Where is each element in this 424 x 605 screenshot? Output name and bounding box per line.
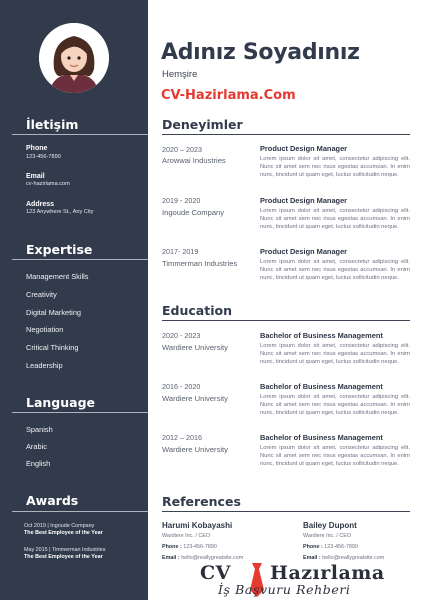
- education-school: Wardiere University: [162, 394, 228, 403]
- reference-email-label: Email :: [162, 555, 180, 561]
- skill-item: Critical Thinking: [26, 343, 79, 352]
- education-section-title: Education: [162, 303, 232, 318]
- reference-company: Wardiere Inc. / CEO: [162, 533, 211, 539]
- reference-phone: 123-456-7890: [183, 544, 217, 550]
- education-date: 2016 - 2020: [162, 382, 201, 391]
- reference-name: Harumi Kobayashi: [162, 521, 233, 530]
- candidate-role: Hemşire: [162, 69, 198, 80]
- references-section-title: References: [162, 494, 241, 509]
- contact-section-title: İletişim: [26, 117, 79, 132]
- skill-item: Creativity: [26, 290, 57, 299]
- experience-company: Timmerman Industries: [162, 259, 238, 268]
- address-label: Address: [26, 201, 55, 208]
- reference-email[interactable]: hello@reallygreatsite.com: [322, 555, 385, 561]
- experience-date: 2019 - 2020: [162, 196, 201, 205]
- language-section-title: Language: [26, 395, 96, 410]
- experience-date: 2020 – 2023: [162, 145, 202, 154]
- expertise-divider: [12, 259, 148, 260]
- education-school: Wardiere University: [162, 343, 228, 352]
- experience-description: Lorem ipsum dolor sit amet, consectetur adipiscing elit. Nunc sit amet sem nec risus egestas accumsan. In enim nunc, tincidunt ut quam eget, luctus sollicitudin neque.: [260, 259, 410, 282]
- education-degree: Bachelor of Business Management: [260, 382, 383, 391]
- skill-item: Leadership: [26, 361, 63, 370]
- language-divider: [12, 412, 148, 413]
- experience-divider: [162, 134, 410, 135]
- expertise-section-title: Expertise: [26, 242, 93, 257]
- skill-item: Management Skills: [26, 272, 89, 281]
- reference-email[interactable]: hello@reallygreatsite.com: [181, 555, 244, 561]
- reference-phone-row: [303, 544, 358, 550]
- logo-tagline: İş Başvuru Rehberi: [218, 582, 351, 597]
- education-degree: Bachelor of Business Management: [260, 331, 383, 340]
- language-item: Spanish: [26, 425, 53, 434]
- education-description: Lorem ipsum dolor sit amet, consectetur adipiscing elit. Nunc sit amet sem nec risus egestas accumsan. In enim nunc, tincidunt ut quam eget, luctus sollicitudin neque.: [260, 343, 410, 366]
- experience-job-title: Product Design Manager: [260, 247, 348, 256]
- contact-divider: [12, 134, 148, 135]
- awards-section-title: Awards: [26, 493, 79, 508]
- award-meta: Oct 2019 | Ingoude Company: [24, 523, 95, 529]
- education-description: Lorem ipsum dolor sit amet, consectetur adipiscing elit. Nunc sit amet sem nec risus egestas accumsan. In enim nunc, tincidunt ut quam eget, luctus sollicitudin neque.: [260, 445, 410, 468]
- address-value: 123 Anywhere St., Any City: [26, 209, 94, 215]
- experience-date: 2017- 2019: [162, 247, 199, 256]
- reference-phone-label: Phone :: [162, 544, 182, 550]
- logo-cv-text: CV: [200, 562, 231, 584]
- reference-company: Wardiere Inc. / CEO: [303, 533, 352, 539]
- award-title: The Best Employee of the Year: [24, 554, 103, 560]
- experience-company: Ingoude Company: [162, 208, 225, 217]
- language-item: English: [26, 459, 51, 468]
- logo-hazirlama-text: Hazırlama: [270, 562, 385, 584]
- experience-section-title: Deneyimler: [162, 117, 243, 132]
- education-date: 2020 - 2023: [162, 331, 201, 340]
- award-title: The Best Employee of the Year: [24, 530, 103, 536]
- phone-label: Phone: [26, 145, 48, 152]
- sidebar: [0, 0, 148, 600]
- reference-email-label: Email :: [303, 555, 321, 561]
- cv-hazirlama-logo: [170, 560, 400, 600]
- education-divider: [162, 320, 410, 321]
- reference-name: Bailey Dupont: [303, 521, 357, 530]
- education-school: Wardiere University: [162, 445, 228, 454]
- awards-divider: [12, 511, 148, 512]
- references-divider: [162, 511, 410, 512]
- skill-item: Negotiation: [26, 325, 64, 334]
- avatar-illustration-icon: [39, 23, 109, 93]
- reference-phone: 123-456-7890: [324, 544, 358, 550]
- education-description: Lorem ipsum dolor sit amet, consectetur adipiscing elit. Nunc sit amet sem nec risus egestas accumsan. In enim nunc, tincidunt ut quam eget, luctus sollicitudin neque.: [260, 394, 410, 417]
- education-date: 2012 – 2016: [162, 433, 202, 442]
- experience-description: Lorem ipsum dolor sit amet, consectetur adipiscing elit. Nunc sit amet sem nec risus egestas accumsan. In enim nunc, tincidunt ut quam eget, luctus sollicitudin neque.: [260, 156, 410, 179]
- experience-company: Arowwai Industries: [162, 156, 226, 165]
- experience-job-title: Product Design Manager: [260, 144, 348, 153]
- award-meta: May 2015 | Timmerman Industries: [24, 547, 106, 553]
- website-link[interactable]: CV-Hazirlama.Com: [161, 88, 296, 103]
- email-label: Email: [26, 173, 45, 180]
- language-item: Arabic: [26, 442, 47, 451]
- candidate-name: Adınız Soyadınız: [161, 40, 360, 65]
- experience-description: Lorem ipsum dolor sit amet, consectetur adipiscing elit. Nunc sit amet sem nec risus egestas accumsan. In enim nunc, tincidunt ut quam eget, luctus sollicitudin neque.: [260, 208, 410, 231]
- experience-job-title: Product Design Manager: [260, 196, 348, 205]
- email-value: cv-hazirlama.com: [26, 181, 70, 187]
- education-degree: Bachelor of Business Management: [260, 433, 383, 442]
- phone-value: 123-456-7890: [26, 154, 61, 160]
- reference-phone-label: Phone :: [303, 544, 323, 550]
- skill-item: Digital Marketing: [26, 308, 82, 317]
- reference-phone-row: [162, 544, 217, 550]
- avatar: [39, 23, 109, 93]
